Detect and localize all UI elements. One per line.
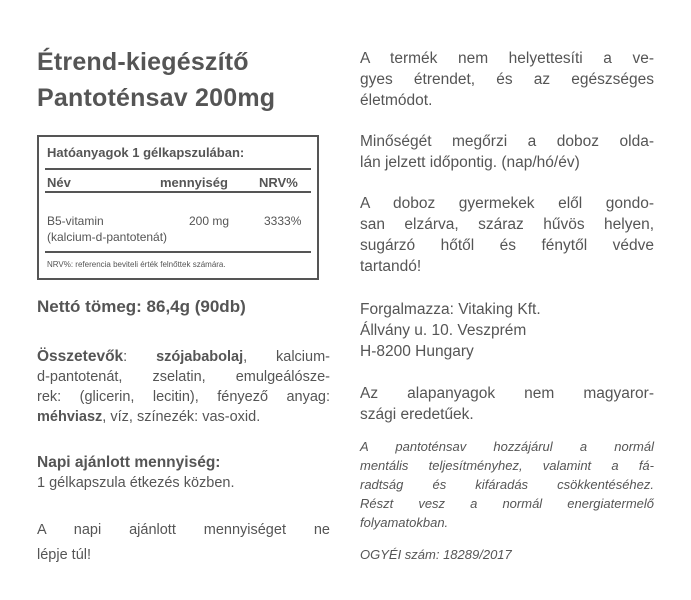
daily-dose: [37, 453, 330, 493]
ingredient-bold-soy: szójababolaj: [156, 349, 244, 365]
title-line-1: Étrend-kiegészítő: [37, 48, 249, 76]
ingredient-amount: 200 mg: [189, 214, 230, 228]
daily-dose-text: 1 gélkapszula étkezés közben.: [37, 475, 235, 491]
dose-warning: [37, 518, 330, 568]
text-line: tartandó!: [360, 258, 422, 275]
warning-line-1: A napi ajánlott mennyiséget ne: [37, 522, 330, 538]
ingredients-text-1: , kalcium-: [243, 349, 330, 365]
column-header-nrv: NRV%: [259, 175, 298, 190]
distributor-info: [360, 299, 654, 362]
text-line: szági eredetűek.: [360, 406, 474, 423]
ingredients-colon: :: [123, 349, 128, 365]
text-line: életmódot.: [360, 92, 433, 109]
text-line: radtság és kifáradás csökkentéséhez.: [360, 477, 654, 492]
text-line: Részt vesz a normál energiatermelő: [360, 496, 654, 511]
ingredient-subname: (kalcium-d-pantotenát): [47, 230, 168, 244]
divider: [45, 251, 311, 253]
substitute-note: [360, 48, 654, 111]
ingredients-line-1: [37, 347, 330, 367]
divider: [45, 168, 311, 170]
ingredients-label: Összetevők: [37, 348, 124, 365]
divider: [45, 191, 311, 193]
ingredients-text: [37, 347, 330, 427]
best-before-note: [360, 131, 654, 173]
nutrition-table: [37, 135, 319, 280]
text-line: gyes étrendet, és az egészséges: [360, 71, 654, 88]
ingredient-nrv: 3333%: [264, 214, 302, 228]
product-title: [37, 44, 337, 116]
text-line: A doboz gyermekek elől gondo-: [360, 195, 654, 212]
text-line: A termék nem helyettesíti a ve-: [360, 50, 654, 67]
text-line: sugárzó hőtől és fénytől védve: [360, 237, 654, 254]
distributor-line: Forgalmazza: Vitaking Kft.: [360, 301, 541, 318]
nrv-footnote: NRV%: referencia beviteli érték felnőttek számára.: [47, 260, 226, 269]
text-line: Az alapanyagok nem magyaror-: [360, 385, 654, 402]
ogyei-number: OGYÉI szám: 18289/2017: [360, 547, 512, 562]
distributor-line: Állvány u. 10. Veszprém: [360, 322, 527, 339]
net-weight: Nettó tömeg: 86,4g (90db): [37, 297, 246, 316]
origin-note: [360, 383, 654, 425]
text-line: Minőségét megőrzi a doboz olda-: [360, 133, 654, 150]
distributor-line: H-8200 Hungary: [360, 343, 474, 360]
ingredient-bold-beeswax: méhviasz: [37, 409, 103, 425]
text-line: san elzárva, száraz hűvös helyen,: [360, 216, 654, 233]
column-header-name: Név: [47, 175, 71, 190]
ingredients-line-2: d-pantotenát, zselatin, emulgeálósze-: [37, 369, 330, 385]
ingredients-text-2: , víz, színezék: vas-oxid.: [102, 409, 261, 425]
text-line: folyamatokban.: [360, 515, 449, 530]
storage-note: [360, 193, 654, 277]
warning-line-2: lépje túl!: [37, 547, 92, 563]
health-claim: [360, 437, 654, 532]
text-line: A pantoténsav hozzájárul a normál: [360, 439, 654, 454]
ingredients-line-3: rek: (glicerin, lecitin), fényező anyag:: [37, 389, 330, 405]
daily-dose-heading: Napi ajánlott mennyiség:: [37, 454, 221, 471]
title-line-2: Pantoténsav 200mg: [37, 84, 276, 112]
text-line: mentális teljesítményhez, valamint a fá-: [360, 458, 654, 473]
ingredient-name: B5-vitamin: [47, 214, 104, 228]
text-line: lán jelzett időpontig. (nap/hó/év): [360, 154, 580, 171]
ingredients-line-4: [37, 407, 330, 427]
nutrition-heading: Hatóanyagok 1 gélkapszulában:: [47, 145, 245, 160]
column-header-amount: mennyiség: [160, 175, 228, 190]
